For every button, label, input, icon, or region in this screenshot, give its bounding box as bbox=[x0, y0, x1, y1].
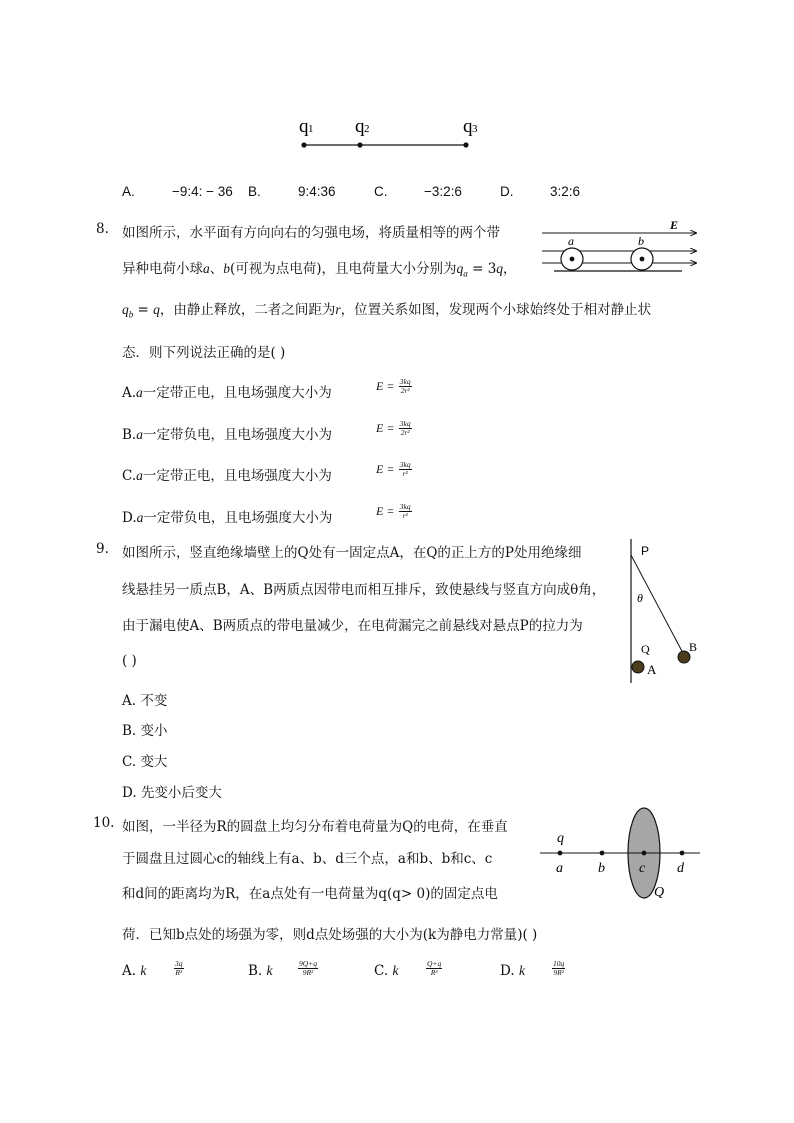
q10-option-d[interactable]: D. k bbox=[500, 963, 525, 979]
q8-line-4: 态．则下列说法正确的是( ) bbox=[122, 345, 286, 361]
label-a-point: a bbox=[556, 861, 563, 876]
q9-option-b[interactable]: B. 变小 bbox=[122, 723, 168, 739]
q3-subscript: 3 bbox=[472, 123, 478, 135]
q10-option-a-formula: $\frac{3q}{\text{R²}}$ bbox=[175, 959, 183, 977]
q8-option-b[interactable]: B.a一定带负电，且电场强度大小为 bbox=[122, 427, 332, 443]
q8-option-c-formula: E = $\frac{3kq}{\text{r²}}$ bbox=[376, 460, 411, 478]
label-c-point: c bbox=[639, 861, 646, 876]
q9-line-1: 如图所示，竖直绝缘墙壁上的Q处有一固定点A，在Q的正上方的P处用绝缘细 bbox=[122, 545, 582, 561]
q8-field-figure bbox=[538, 215, 702, 277]
q10-line-1: 如图，一半径为R的圆盘上均匀分布着电荷量为Q的电荷，在垂直 bbox=[122, 819, 508, 835]
q10-number: 10. bbox=[93, 815, 115, 831]
label-q: Q bbox=[641, 642, 650, 656]
label-b: B bbox=[689, 640, 698, 654]
ball-a-label: a bbox=[568, 234, 574, 248]
q2-subscript: 2 bbox=[364, 123, 370, 135]
q10-option-b[interactable]: B. k bbox=[248, 963, 273, 979]
label-theta: θ bbox=[637, 591, 643, 605]
q7-option-c-text: −3:2:6 bbox=[424, 184, 462, 199]
label-p: P bbox=[641, 544, 650, 558]
q9-option-c[interactable]: C. 变大 bbox=[122, 754, 168, 770]
field-e-label: E bbox=[670, 218, 679, 232]
q9-number: 9. bbox=[96, 541, 109, 557]
q8-option-b-formula: E = $\frac{3kq}{\text{2r²}}$ bbox=[376, 419, 411, 437]
q8-line-2: 异种电荷小球a、b(可视为点电荷)，且电荷量大小分别为$q_a = 3q$， bbox=[122, 261, 517, 279]
q10-option-b-formula: $\frac{9Q+q}{\text{9R²}}$ bbox=[299, 959, 317, 977]
q8-number: 8. bbox=[96, 221, 109, 237]
q7-option-b-text: 9:4:36 bbox=[298, 184, 336, 199]
q8-option-d[interactable]: D.a一定带负电，且电场强度大小为 bbox=[122, 510, 333, 526]
q8-option-a-formula: E = $\frac{3kq}{\text{2r²}}$ bbox=[376, 377, 411, 395]
q9-line-4: ( ) bbox=[122, 653, 137, 669]
charges-line-figure bbox=[290, 108, 490, 156]
q8-line-1: 如图所示，水平面有方向向右的匀强电场，将质量相等的两个带 bbox=[122, 225, 500, 241]
label-q-charge: q bbox=[557, 831, 564, 846]
q9-option-a[interactable]: A. 不变 bbox=[122, 693, 168, 709]
q10-line-2: 于圆盘且过圆心c的轴线上有a、b、d三个点，a和b、b和c、c bbox=[122, 851, 493, 867]
q7-option-a[interactable]: A. bbox=[122, 184, 135, 199]
q10-option-c-formula: $\frac{Q+q}{\text{R²}}$ bbox=[427, 959, 442, 977]
q10-option-a[interactable]: A. k bbox=[122, 963, 147, 979]
ball-b-label: b bbox=[638, 234, 644, 248]
q10-disk-figure bbox=[536, 806, 702, 902]
q8-option-a[interactable]: A.a一定带正电，且电场强度大小为 bbox=[122, 385, 332, 401]
q9-line-2: 线悬挂另一质点B，A、B两质点因带电而相互排斥，致使悬线与竖直方向成θ角， bbox=[122, 582, 606, 598]
q1-label: q bbox=[299, 116, 309, 137]
q7-option-b[interactable]: B. bbox=[248, 184, 261, 199]
q9-line-3: 由于漏电使A、B两质点的带电量减少，在电荷漏完之前悬线对悬点P的拉力为 bbox=[122, 618, 583, 634]
q8-option-d-formula: E = $\frac{3kq}{\text{r²}}$ bbox=[376, 502, 411, 520]
q7-option-c[interactable]: C. bbox=[374, 184, 388, 199]
q8-option-c[interactable]: C.a一定带正电，且电场强度大小为 bbox=[122, 468, 332, 484]
q2-label: q bbox=[355, 116, 365, 137]
q3-label: q bbox=[463, 116, 473, 137]
q10-line-4: 荷．已知b点处的场强为零，则d点处场强的大小为(k为静电力常量)( ) bbox=[122, 927, 538, 943]
label-disk-q: Q bbox=[654, 885, 665, 900]
q7-option-d-text: 3:2:6 bbox=[550, 184, 581, 199]
q8-line-3: $q_b = q$，由静止释放，二者之间距为r，位置关系如图，发现两个小球始终处于相对静止状 bbox=[122, 302, 652, 320]
q1-subscript: 1 bbox=[308, 123, 314, 135]
label-a: A bbox=[647, 662, 657, 677]
label-b-point: b bbox=[598, 861, 605, 876]
q7-option-d[interactable]: D. bbox=[500, 184, 514, 199]
q10-option-c[interactable]: C. k bbox=[374, 963, 399, 979]
q9-wall-figure bbox=[622, 535, 706, 687]
q10-line-3: 和d间的距离均为R，在a点处有一电荷量为q(q> 0)的固定点电 bbox=[122, 886, 498, 902]
q9-option-d[interactable]: D. 先变小后变大 bbox=[122, 785, 222, 801]
label-d-point: d bbox=[677, 861, 684, 876]
q7-option-a-text: −9:4: − 36 bbox=[172, 184, 233, 199]
q10-option-d-formula: $\frac{10q}{\text{9R²}}$ bbox=[553, 959, 565, 977]
